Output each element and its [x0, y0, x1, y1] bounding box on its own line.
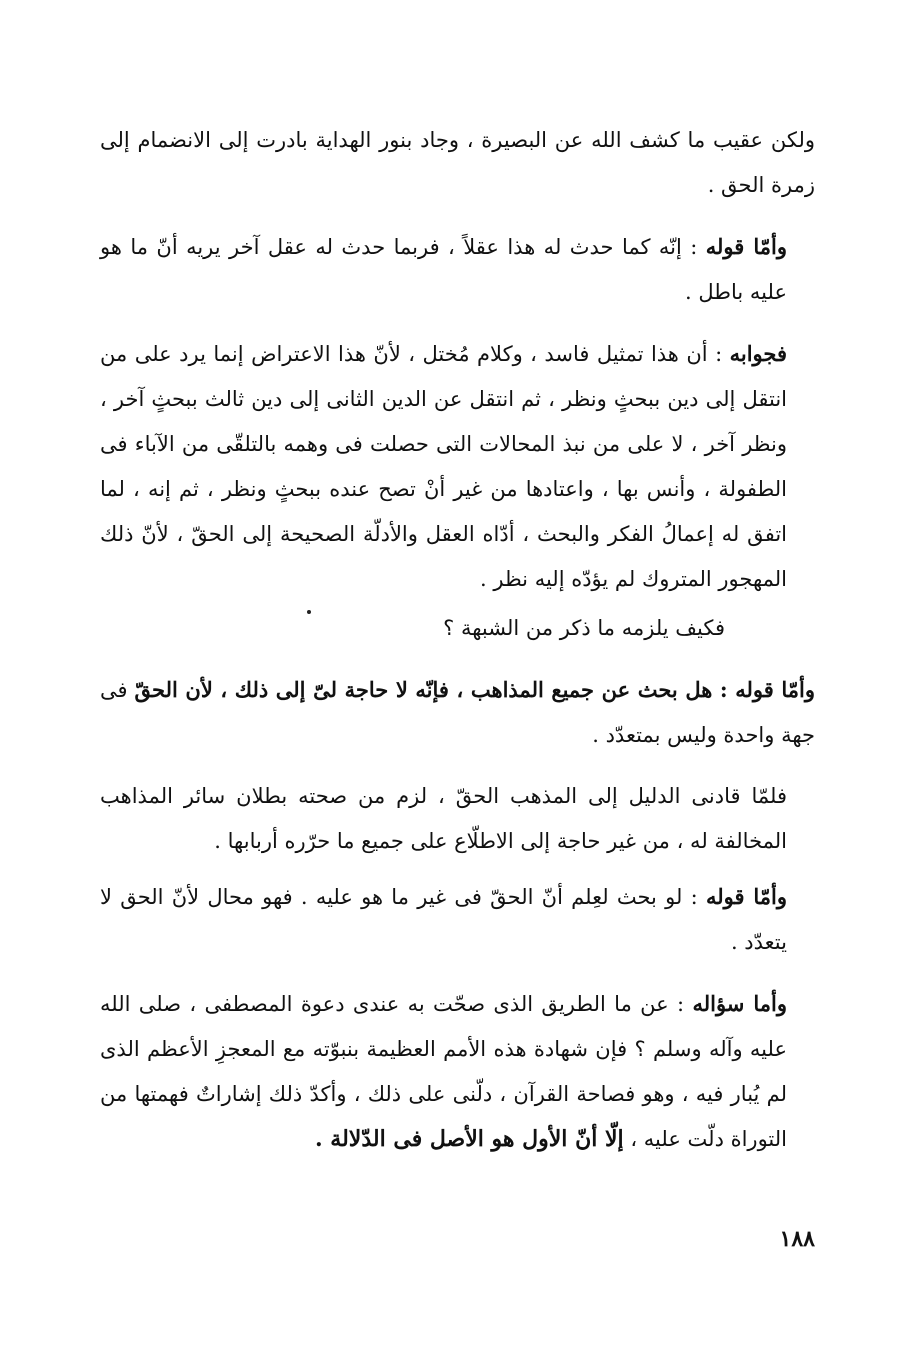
paragraph-1	[100, 118, 815, 208]
paragraph-5-lead: وأمّا قوله : هل بحث عن جميع المذاهب ، فإنّه لا حاجة لىّ إلى ذلك ، لأن الحقّ	[134, 677, 815, 702]
paragraph-8-tail: إلّا أنّ الأول هو الأصل فى الدّلالة .	[314, 1126, 624, 1152]
page-body	[100, 118, 815, 1162]
paragraph-8-lead: وأما سؤاله	[692, 991, 787, 1016]
paragraph-8	[100, 981, 815, 1162]
paragraph-3	[100, 331, 815, 602]
paragraph-7-lead: وأمّا قوله	[705, 884, 787, 909]
paragraph-7-text: : لو بحث لعِلم أنّ الحقّ فى غير ما هو عليه . فهو محال لأنّ الحق لا يتعدّد .	[100, 885, 787, 954]
paragraph-2	[100, 224, 815, 315]
paragraph-3-text: : أن هذا تمثيل فاسد ، وكلام مُختل ، لأنّ هذا الاعتراض إنما يرد على من انتقل إلى دين ببحثٍ ونظر ، ثم انتقل عن الدين الثانى إلى دين ثالث ببحثٍ آخر ، ونظر آخر ، لا على من نبذ المحالات التى حصلت فى وهمه بالتلقّى من الآباء فى الطفولة ، وأنس بها ، واعتادها من غير أنْ تصح عنده ببحثٍ ونظر ، ثم إنه ، لما اتفق له إعمالُ الفكر والبحث ، أدّاه العقل والأدلّة الصحيحة إلى الحقّ ، لأنّ ذلك المهجور المتروك لم يؤدّه إليه نظر .	[100, 342, 787, 591]
paragraph-2-lead: وأمّا قوله	[705, 234, 787, 259]
paragraph-5-text: فى جهة واحدة وليس بمتعدّد .	[100, 678, 815, 747]
paragraph-2-text: : إنّه كما حدث له هذا عقلاً ، فربما حدث له عقل آخر يريه أنّ ما هو عليه باطل .	[100, 235, 787, 304]
paragraph-4-text: فكيف يلزمه ما ذكر من الشبهة ؟	[443, 616, 725, 640]
paragraph-5	[100, 667, 815, 758]
paragraph-6-text: فلمّا قادنى الدليل إلى المذهب الحقّ ، لزم من صحته بطلان سائر المذاهب المخالفة له ، من غير حاجة إلى الاطلّاع على جميع ما حرّره أربابها .	[100, 784, 787, 853]
paragraph-3-lead: فجوابه	[729, 341, 787, 366]
paragraph-6	[100, 774, 815, 864]
paragraph-1-text: ولكن عقيب ما كشف الله عن البصيرة ، وجاد بنور الهداية بادرت إلى الانضمام إلى زمرة الحق .	[100, 128, 815, 197]
paragraph-7	[100, 874, 815, 965]
paragraph-4-question	[100, 606, 815, 651]
stray-dot-mark	[307, 610, 311, 614]
paragraph-8-text: : عن ما الطريق الذى صحّت به عندى دعوة المصطفى ، صلى الله عليه وآله وسلم ؟ فإن شهادة هذه الأمم العظيمة بنبوّته مع المعجزِ الأعظم الذى لم يُبار فيه ، وهو فصاحة القرآن ، دلّنى على ذلك ، وأكدّ ذلك إشاراتٌ فهمتها من التوراة دلّت عليه ،	[100, 992, 787, 1151]
page-number: ١٨٨	[779, 1226, 815, 1252]
